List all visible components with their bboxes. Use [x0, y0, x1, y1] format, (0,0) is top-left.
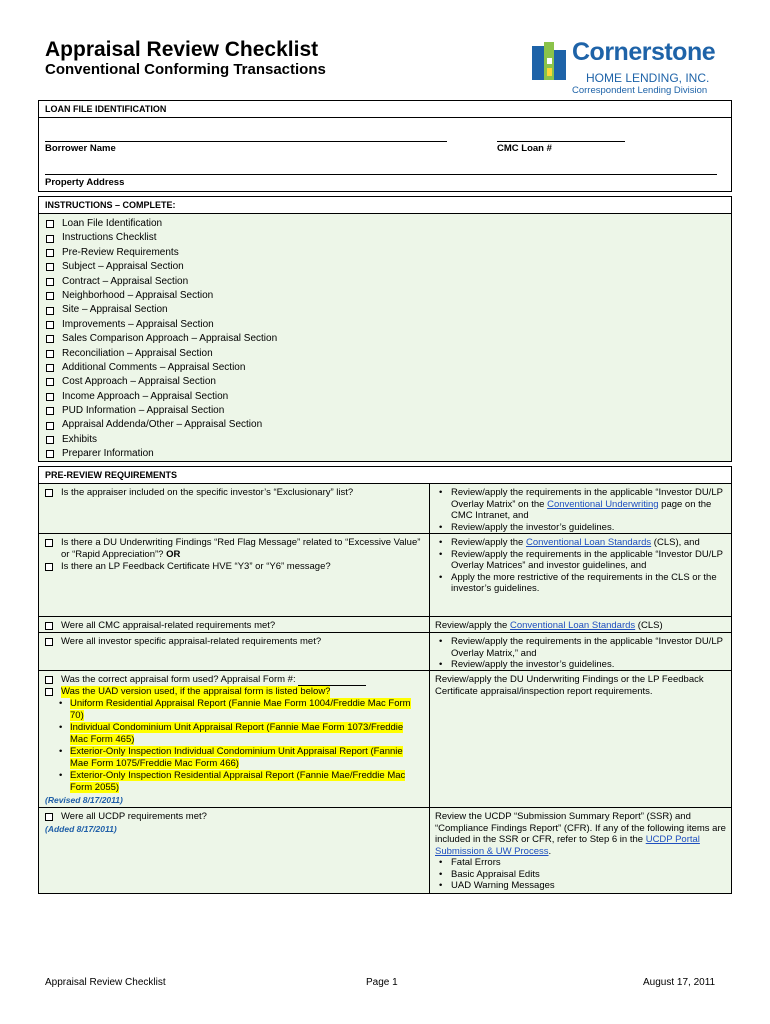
checkbox[interactable]	[46, 393, 54, 401]
checkbox[interactable]	[45, 676, 53, 684]
list-item: • Review/apply the Conventional Loan Standards (CLS), and	[435, 537, 726, 549]
list-item: • Review/apply the investor’s guidelines.	[435, 522, 726, 534]
question-text: Is there an LP Feedback Certificate HVE “Y3” or “Y6” message?	[61, 561, 331, 572]
list-item: Exhibits	[46, 433, 724, 447]
footer-date: August 17, 2011	[643, 977, 716, 988]
property-address-line[interactable]	[45, 174, 717, 175]
loan-file-heading: LOAN FILE IDENTIFICATION	[39, 101, 731, 118]
list-item: • Basic Appraisal Edits	[435, 869, 726, 881]
list-item: Neighborhood – Appraisal Section	[46, 289, 724, 303]
logo-division: Correspondent Lending Division	[572, 85, 708, 96]
conventional-underwriting-link[interactable]: Conventional Underwriting	[547, 498, 659, 510]
list-item: • Review/apply the requirements in the applicable “Investor DU/LP Overlay Matrix” on the Conventional Underwriting page on the CMC Intranet, and	[435, 487, 726, 522]
checkbox[interactable]	[45, 622, 53, 630]
checkbox[interactable]	[46, 350, 54, 358]
question-text: Were all UCDP requirements met?	[61, 811, 207, 822]
logo-name: Cornerstone	[572, 38, 716, 66]
checkbox[interactable]	[46, 335, 54, 343]
checkbox[interactable]	[46, 378, 54, 386]
checkbox[interactable]	[46, 321, 54, 329]
checkbox[interactable]	[46, 364, 54, 372]
instructions-section	[38, 196, 732, 462]
list-item: • Uniform Residential Appraisal Report (Fannie Mae Form 1004/Freddie Mac Form 70)	[45, 698, 423, 722]
house-logo-icon	[530, 40, 570, 82]
cmc-loan-line[interactable]	[497, 141, 625, 142]
list-item: Subject – Appraisal Section	[46, 260, 724, 274]
added-note: (Added 8/17/2011)	[45, 824, 117, 834]
list-item: Cost Approach – Appraisal Section	[46, 375, 724, 389]
checkbox[interactable]	[46, 450, 54, 458]
checkbox[interactable]	[45, 813, 53, 821]
list-item: • Review/apply the investor’s guidelines.	[435, 659, 726, 671]
cmc-loan-label: CMC Loan #	[497, 143, 552, 154]
list-item: • Exterior-Only Inspection Residential Appraisal Report (Fannie Mae/Freddie Mac Form 2055)	[45, 770, 423, 794]
page-title: Appraisal Review Checklist	[45, 38, 319, 61]
table-row	[39, 484, 731, 534]
page-subtitle: Conventional Conforming Transactions	[45, 61, 326, 78]
checkbox[interactable]	[46, 307, 54, 315]
or-text: OR	[166, 549, 181, 560]
revision-note: (Revised 8/17/2011)	[45, 795, 123, 805]
list-item: Sales Comparison Approach – Appraisal Section	[46, 332, 724, 346]
question-text: Is the appraiser included on the specific investor’s “Exclusionary” list?	[61, 487, 354, 498]
logo-subtitle: HOME LENDING, INC.	[586, 71, 710, 85]
instructions-heading: INSTRUCTIONS – COMPLETE:	[39, 197, 731, 214]
checkbox[interactable]	[46, 235, 54, 243]
list-item: Loan File Identification	[46, 217, 724, 231]
question-text: Was the correct appraisal form used? Appraisal Form #:	[61, 674, 296, 685]
list-item: Preparer Information	[46, 447, 724, 461]
loan-file-section	[38, 100, 732, 192]
checkbox[interactable]	[46, 292, 54, 300]
property-address-label: Property Address	[45, 177, 125, 188]
conventional-loan-standards-link[interactable]: Conventional Loan Standards	[509, 620, 636, 631]
table-row	[39, 671, 731, 808]
checkbox[interactable]	[45, 638, 53, 646]
checkbox[interactable]	[46, 278, 54, 286]
list-item: • Review/apply the requirements in the applicable “Investor DU/LP Overlay Matrix,” and	[435, 636, 726, 659]
list-item: • Review/apply the requirements in the applicable “Investor DU/LP Overlay Matrices” and investor guidelines, and	[435, 549, 726, 572]
pre-review-heading: PRE-REVIEW REQUIREMENTS	[39, 467, 731, 484]
checkbox[interactable]	[46, 249, 54, 257]
checkbox[interactable]	[46, 436, 54, 444]
table-row	[39, 633, 731, 671]
answer-text: Review/apply the DU Underwriting Findings or the LP Feedback Certificate appraisal/inspection report requirements.	[435, 674, 704, 697]
list-item: Income Approach – Appraisal Section	[46, 390, 724, 404]
borrower-name-line[interactable]	[45, 141, 447, 142]
checkbox[interactable]	[46, 407, 54, 415]
question-text: Is there a DU Underwriting Findings “Red Flag Message” related to “Excessive Value” or “Rapid Appreciation”?	[61, 537, 421, 560]
checkbox[interactable]	[46, 422, 54, 430]
borrower-name-label: Borrower Name	[45, 143, 116, 154]
list-item: Reconciliation – Appraisal Section	[46, 347, 724, 361]
pre-review-section	[38, 466, 732, 894]
table-row: Were all UCDP requirements met? (Added 8/17/2011) Review the UCDP “Submission Summary Report” (SSR) and “Compliance Findings Report” (CFR). If any of the following items are included in the SSR or CFR, refer to Step 6 in the UCDP Portal Submission & UW Process. • Fatal Errors • Basic Appraisal Edits • UAD Warning Messages	[39, 808, 731, 894]
list-item: Contract – Appraisal Section	[46, 275, 724, 289]
table-row	[39, 534, 731, 617]
question-text: Were all CMC appraisal-related requirements met?	[61, 620, 276, 631]
list-item: Site – Appraisal Section	[46, 303, 724, 317]
page-number: Page 1	[366, 977, 398, 988]
footer-left: Appraisal Review Checklist	[45, 977, 166, 988]
checkbox[interactable]	[45, 563, 53, 571]
question-text: Was the UAD version used, if the appraisal form is listed below?	[61, 686, 331, 697]
instructions-list	[39, 214, 731, 465]
checkbox[interactable]	[46, 220, 54, 228]
list-item: • Apply the more restrictive of the requirements in the CLS or the investor’s guidelines.	[435, 572, 726, 595]
checkbox[interactable]	[46, 263, 54, 271]
list-item: Pre-Review Requirements	[46, 246, 724, 260]
list-item: Instructions Checklist	[46, 231, 724, 245]
list-item: Improvements – Appraisal Section	[46, 318, 724, 332]
conventional-loan-standards-link[interactable]: Conventional Loan Standards	[525, 537, 652, 548]
appraisal-form-input[interactable]	[298, 676, 366, 686]
list-item: Appraisal Addenda/Other – Appraisal Section	[46, 418, 724, 432]
question-text: Were all investor specific appraisal-related requirements met?	[61, 636, 322, 647]
table-row: Were all CMC appraisal-related requirements met? Review/apply the Conventional Loan Standards (CLS)	[39, 617, 731, 633]
list-item: PUD Information – Appraisal Section	[46, 404, 724, 418]
list-item: • UAD Warning Messages	[435, 880, 726, 892]
list-item: • Exterior-Only Inspection Individual Condominium Unit Appraisal Report (Fannie Mae Form 1075/Freddie Mac Form 466)	[45, 746, 423, 770]
ucdp-portal-link[interactable]: UCDP Portal Submission & UW Process	[435, 834, 700, 857]
list-item: Additional Comments – Appraisal Section	[46, 361, 724, 375]
checkbox[interactable]	[45, 539, 53, 547]
list-item: • Individual Condominium Unit Appraisal Report (Fannie Mae Form 1073/Freddie Mac Form 465)	[45, 722, 423, 746]
checkbox[interactable]	[45, 489, 53, 497]
company-logo	[530, 38, 725, 98]
checkbox[interactable]	[45, 688, 53, 696]
list-item: • Fatal Errors	[435, 857, 726, 869]
